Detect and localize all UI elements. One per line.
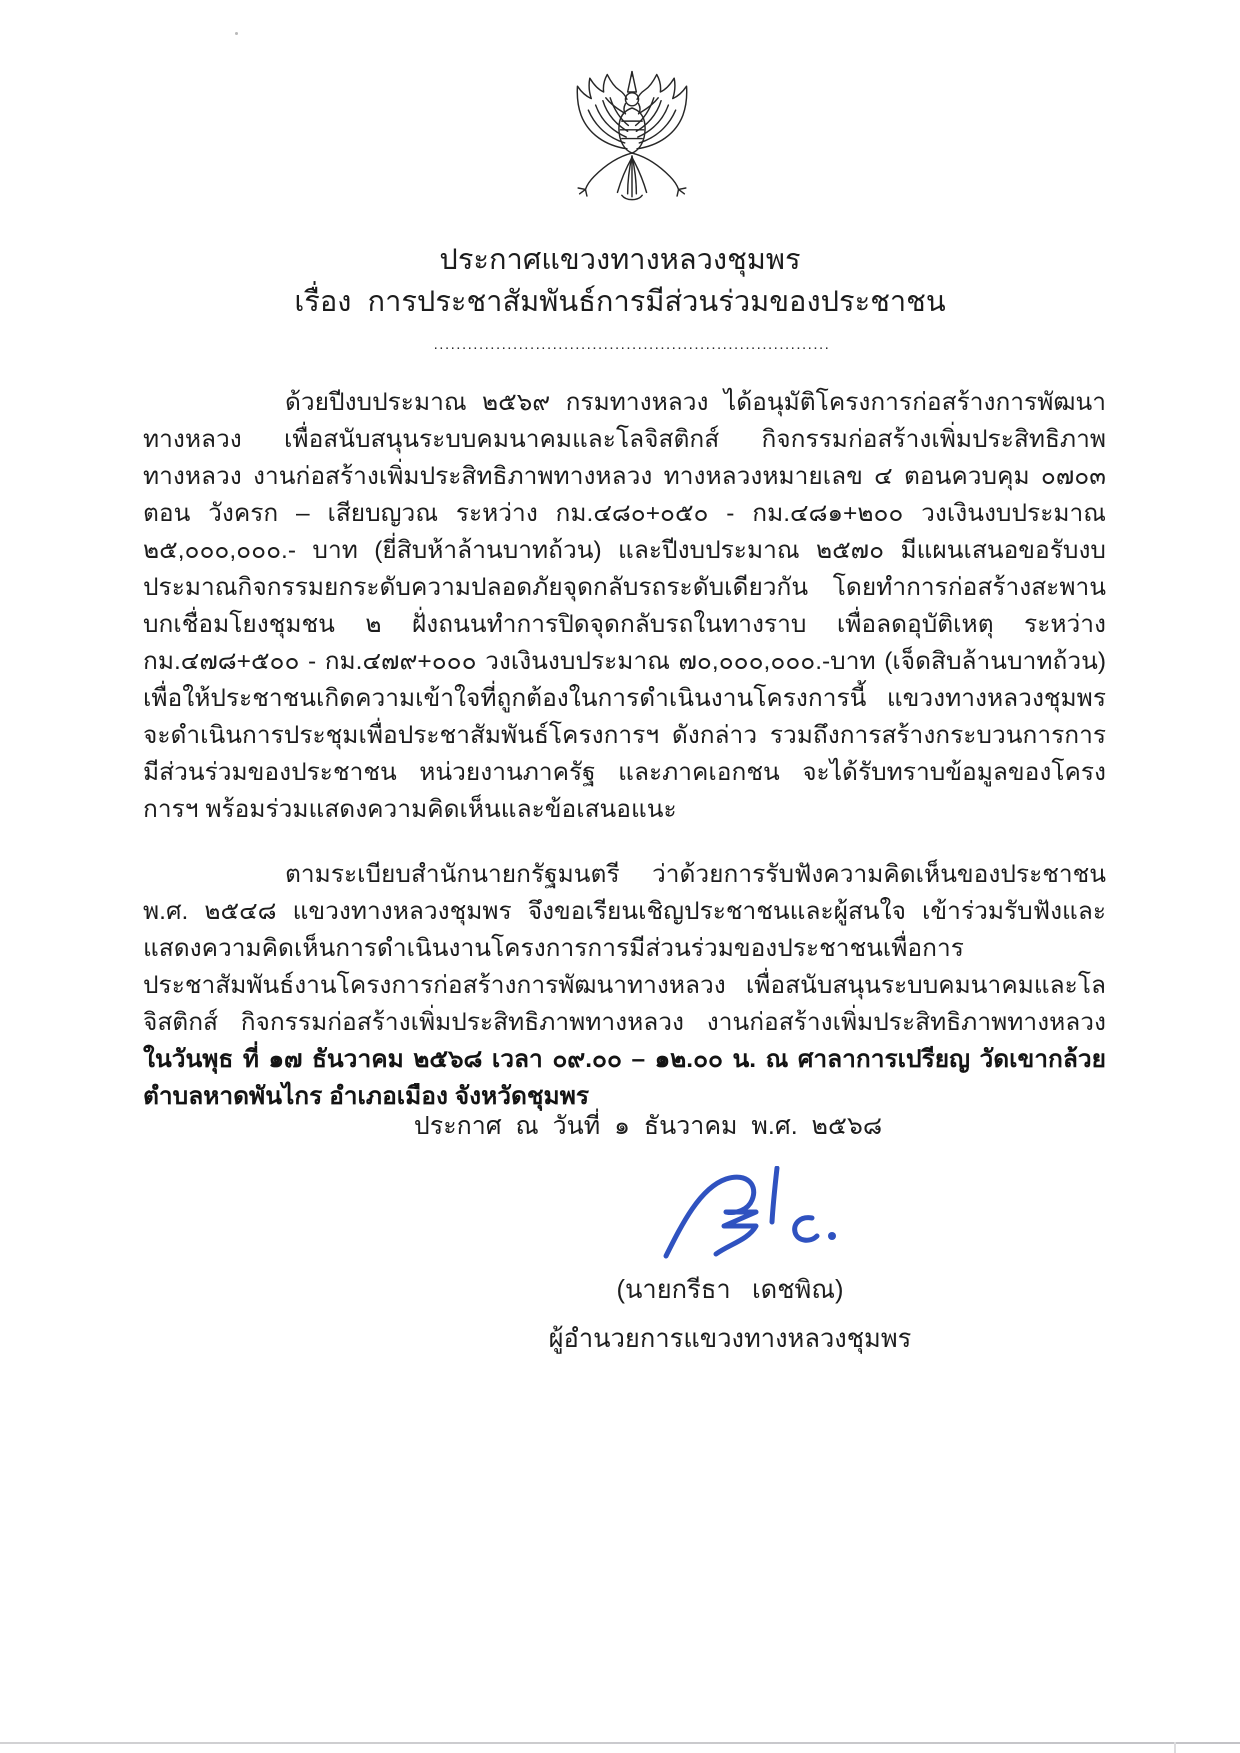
body-paragraph-1: ด้วยปีงบประมาณ ๒๕๖๙ กรมทางหลวง ได้อนุมัติโครงการก่อสร้างการพัฒนาทางหลวง เพื่อสนับสนุนระบบคมนาคมและโลจิสติกส์ กิจกรรมก่อสร้างเพิ่มประสิทธิภาพทางหลวง งานก่อสร้างเพิ่มประสิทธิภาพทางหลวง ทางหลวงหมายเลข ๔ ตอนควบคุม ๐๗๐๓ ตอน วังครก – เสียบญวณ ระหว่าง กม.๔๘๐+๐๕๐ - กม.๔๘๑+๒๐๐ วงเงินงบประมาณ ๒๕,๐๐๐,๐๐๐.- บาท (ยี่สิบห้าล้านบาทถ้วน) และปีงบประมาณ ๒๕๗๐ มีแผนเสนอขอรับงบประมาณกิจกรรมยกระดับความปลอดภัยจุดกลับรถระดับเดียวกัน โดยทำการก่อสร้างสะพานบกเชื่อมโยงชุมชน ๒ ฝั่งถนนทำการปิดจุดกลับรถในทางราบ เพื่อลดอุบัติเหตุ ระหว่าง กม.๔๗๘+๕๐๐ - กม.๔๗๙+๐๐๐ วงเงินงบประมาณ ๗๐,๐๐๐,๐๐๐.-บาท (เจ็ดสิบล้านบาทถ้วน) เพื่อให้ประชาชนเกิดความเข้าใจที่ถูกต้องในการดำเนินงานโครงการนี้ แขวงทางหลวงชุมพรจะดำเนินการประชุมเพื่อประชาสัมพันธ์โครงการฯ ดังกล่าว รวมถึงการสร้างกระบวนการการมีส่วนร่วมของประชาชน หน่วยงานภาครัฐ และภาคเอกชน จะได้รับทราบข้อมูลของโครงการฯ พร้อมร่วมแสดงความคิดเห็นและข้อเสนอแนะ: [143, 389, 1106, 823]
dotted-divider: [0, 336, 1240, 354]
subject-line: เรื่อง การประชาสัมพันธ์การมีส่วนร่วมของประชาชน: [294, 286, 946, 318]
body-paragraph-2: [143, 856, 1106, 1115]
signature-dot: [828, 1232, 836, 1240]
paragraph-2-meeting-details-bold: ในวันพุธ ที่ ๑๗ ธันวาคม ๒๕๖๘ เวลา ๐๙.๐๐ – ๑๒.๐๐ น. ณ ศาลาการเปรียญ วัดเขากล้วย ตำบลหาดพันไกร อำเภอเมือง จังหวัดชุมพร: [143, 1046, 1106, 1110]
paragraph-2-normal-text: ตามระเบียบสำนักนายกรัฐมนตรี ว่าด้วยการรับฟังความคิดเห็นของประชาชน พ.ศ. ๒๕๔๘ แขวงทางหลวงชุมพร จึงขอเรียนเชิญประชาชนและผู้สนใจ เข้าร่วมรับฟังและแสดงความคิดเห็นการดำเนินงานโครงการการมีส่วนร่วมของประชาชนเพื่อการประชาสัมพันธ์งานโครงการก่อสร้างการพัฒนาทางหลวง เพื่อสนับสนุนระบบคมนาคมและโลจิสติกส์ กิจกรรมก่อสร้างเพิ่มประสิทธิภาพทางหลวง งานก่อสร้างเพิ่มประสิทธิภาพทางหลวง: [143, 861, 1106, 1036]
page-title: ประกาศแขวงทางหลวงชุมพร: [439, 244, 801, 276]
signature-block: [520, 1166, 940, 1359]
signatory-name: (นายกรีธา เดชพิณ): [616, 1276, 844, 1304]
document-body: [143, 384, 1106, 1115]
dotted-divider-dots: ......................................................................: [433, 336, 831, 353]
scan-edge-tick: [1174, 1742, 1176, 1753]
issued-date-line: ประกาศ ณ วันที่ ๑ ธันวาคม พ.ศ. ๒๕๖๘: [413, 1112, 883, 1140]
handwritten-signature: [660, 1166, 845, 1266]
garuda-emblem-icon: [552, 55, 712, 225]
scan-edge-line: [0, 1742, 1240, 1744]
scan-artifact-dot: [235, 32, 238, 35]
signatory-title: ผู้อำนวยการแขวงทางหลวงชุมพร: [548, 1325, 912, 1353]
